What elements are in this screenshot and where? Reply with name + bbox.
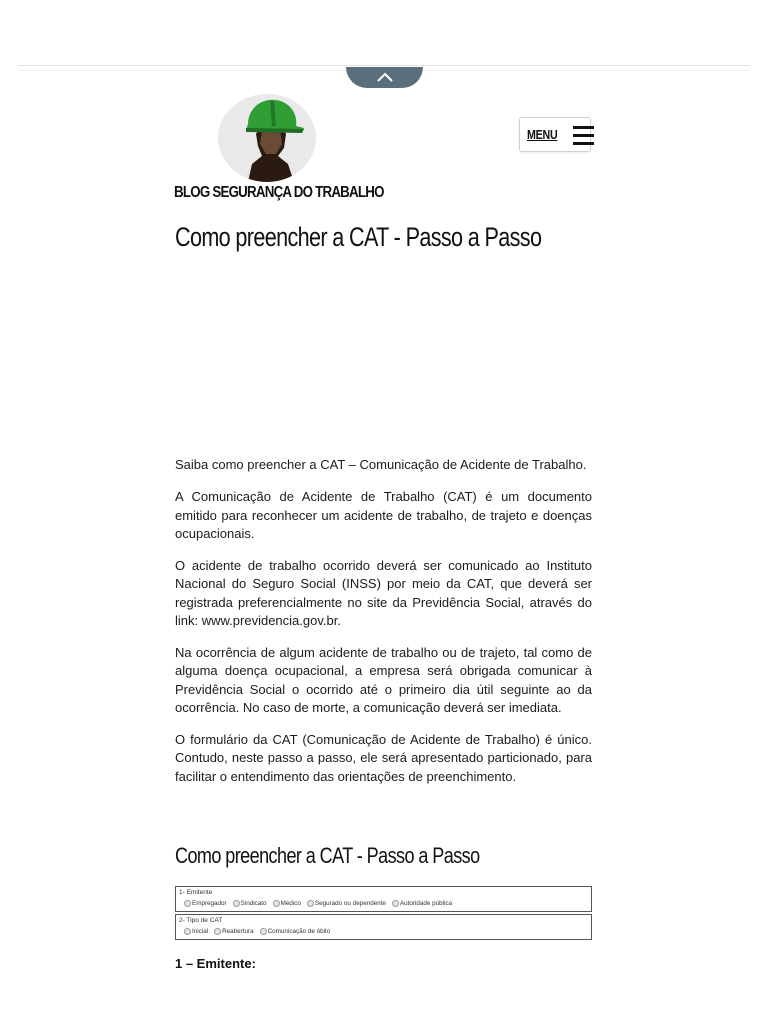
option-autoridade: Autoridade pública bbox=[392, 900, 452, 907]
radio-icon bbox=[307, 900, 314, 907]
menu-button[interactable] bbox=[519, 117, 591, 152]
page-title: Como preencher a CAT - Passo a Passo bbox=[175, 222, 542, 252]
option-reabertura: Reabertura bbox=[214, 928, 254, 935]
worker-hardhat-icon bbox=[218, 94, 316, 182]
section-heading: Como preencher a CAT - Passo a Passo bbox=[175, 843, 480, 868]
tipo-label: 2- Tipo de CAT bbox=[179, 917, 223, 924]
option-medico: Médico bbox=[273, 900, 301, 907]
scroll-to-top-button[interactable] bbox=[346, 67, 423, 88]
paragraph: O acidente de trabalho ocorrido deverá ser comunicado ao Instituto Nacional do Seguro Social (INSS) por meio da CAT, que deverá ser registrada preferencialmente no site da Previdência Social, através do link: www.previdencia.gov.br. bbox=[175, 558, 592, 628]
logo-text: BLOG SEGURANÇA DO TRABALHO bbox=[174, 184, 384, 201]
ad-placeholder bbox=[175, 270, 592, 445]
paragraph: O formulário da CAT (Comunicação de Acidente de Trabalho) é único. Contudo, neste passo a passo, ele será apresentado particionado, para facilitar o entendimento das orientações de preenchimento. bbox=[175, 732, 592, 784]
radio-icon bbox=[214, 928, 221, 935]
radio-icon bbox=[260, 928, 267, 935]
radio-icon bbox=[233, 900, 240, 907]
option-empregador: Empregador bbox=[184, 900, 227, 907]
emitente-heading: 1 – Emitente: bbox=[175, 956, 256, 971]
emitente-label: 1- Emitente bbox=[179, 889, 213, 896]
radio-icon bbox=[273, 900, 280, 907]
radio-icon bbox=[392, 900, 399, 907]
option-obito: Comunicação de óbito bbox=[260, 928, 331, 935]
hamburger-icon bbox=[573, 125, 590, 145]
option-inicial: Inicial bbox=[184, 928, 208, 935]
paragraph: Na ocorrência de algum acidente de trabalho ou de trajeto, tal como de alguma doença ocupacional, a empresa será obrigada comunicar à Previdência Social o ocorrido até o primeiro dia útil seguinte ao da ocorrência. No caso de morte, a comunicação deverá ser imediata. bbox=[175, 645, 592, 715]
cat-form-image bbox=[175, 886, 592, 942]
article-body bbox=[175, 456, 592, 800]
radio-icon bbox=[184, 928, 191, 935]
option-sindicato: Sindicato bbox=[233, 900, 267, 907]
paragraph: A Comunicação de Acidente de Trabalho (CAT) é um documento emitido para reconhecer um acidente de trabalho, de trajeto e doenças ocupacionais. bbox=[175, 489, 592, 541]
option-segurado: Segurado ou dependente bbox=[307, 900, 386, 907]
radio-icon bbox=[184, 900, 191, 907]
site-logo[interactable] bbox=[174, 94, 384, 206]
paragraph: Saiba como preencher a CAT – Comunicação de Acidente de Trabalho. bbox=[175, 457, 587, 472]
menu-label: MENU bbox=[527, 127, 558, 142]
tipo-box bbox=[175, 914, 592, 940]
emitente-box bbox=[175, 886, 592, 912]
chevron-up-icon bbox=[376, 72, 394, 83]
